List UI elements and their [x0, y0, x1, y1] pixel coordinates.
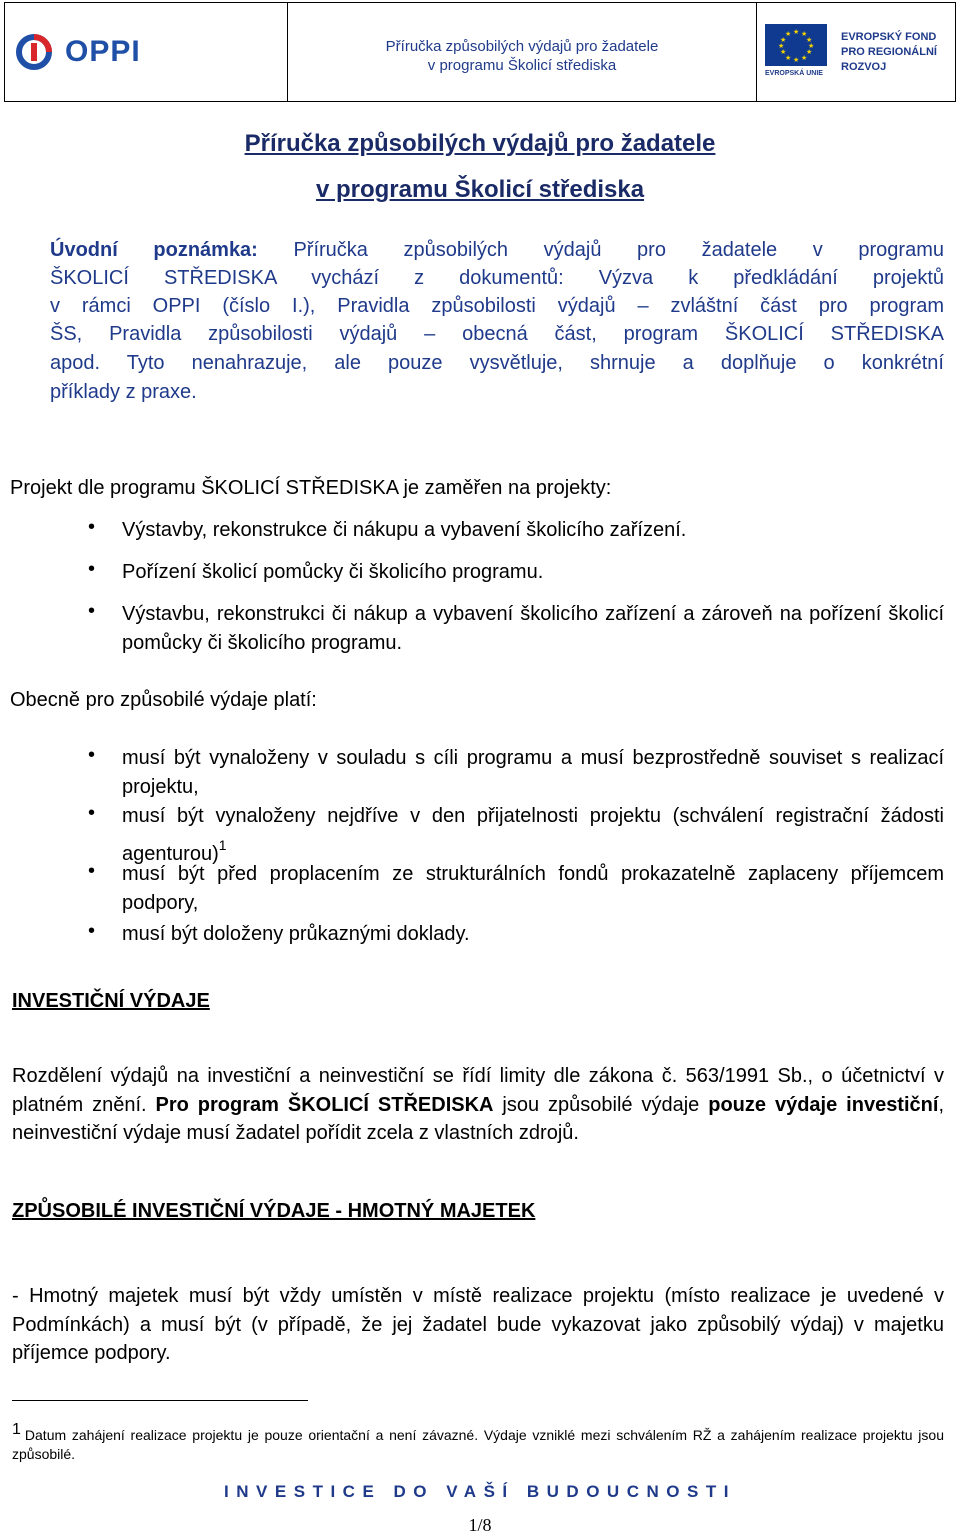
- intro-line3: v rámci OPPI (číslo I.), Pravidla způsobilosti výdajů – zvláštní část pro program: [50, 295, 944, 317]
- project-item-2: Pořízení školicí pomůcky či školicího programu.: [122, 561, 544, 583]
- project-item-3: Výstavbu, rekonstrukci či nákup a vybavení školicího zařízení a zároveň na pořízení školicí pomůcky či školicího programu.: [122, 603, 944, 654]
- header-title-line1: Příručka způsobilých výdajů pro žadatele: [385, 38, 659, 55]
- eu-logo: [765, 24, 827, 84]
- investment-heading: INVESTIČNÍ VÝDAJE: [12, 990, 210, 1012]
- bullet-icon: •: [88, 860, 96, 882]
- fund-line3: ROZVOJ: [841, 60, 887, 73]
- fund-line2: PRO REGIONÁLNÍ: [841, 45, 937, 58]
- eu-label: EVROPSKÁ UNIE: [765, 70, 823, 77]
- footnote-text: Datum zahájení realizace projektu je pouze orientační a není závazné. Výdaje vzniklé mezi schválením RŽ a zahájením realizace projektu jsou způsobilé.: [12, 1427, 944, 1462]
- project-lead: Projekt dle programu ŠKOLICÍ STŘEDISKA je zaměřen na projekty:: [10, 477, 612, 499]
- investment-text-1: Rozdělení výdajů na investiční a neinvestiční se řídí limity dle zákona č. 563/1991 Sb., o účetnictví v platném znění.: [12, 1065, 944, 1116]
- project-item-1: Výstavby, rekonstrukce či nákupu a vybavení školicího zařízení.: [122, 519, 687, 541]
- intro-line5: apod. Tyto nenahrazuje, ale pouze vysvětluje, shrnuje a doplňuje o konkrétní: [50, 352, 944, 374]
- bullet-icon: •: [88, 920, 96, 942]
- intro-line1-text: Příručka způsobilých výdajů pro žadatele v programu: [257, 239, 944, 261]
- general-item-3: musí být před proplacením ze strukturálních fondů prokazatelně zaplaceny příjemcem podpory,: [122, 863, 944, 914]
- general-item-4: musí být doloženy průkaznými doklady.: [122, 923, 470, 945]
- general-item-2-text: musí být vynaloženy nejdříve v den přijatelnosti projektu (schválení registrační žádosti agenturou): [122, 805, 944, 865]
- header-logo-cell: [5, 3, 288, 101]
- bullet-icon: •: [88, 744, 96, 766]
- footnote-ref[interactable]: 1: [218, 837, 227, 853]
- tangible-paragraph: - Hmotný majetek musí být vždy umístěn v místě realizace projektu (místo realizace je uvedené v Podmínkách) a musí být (v případě, že jej žadatel bude vykazovat jako způsobilý výdaj) v majetku příjemce podpory.: [12, 1285, 944, 1364]
- footnote-separator: [12, 1400, 308, 1401]
- eu-flag-icon: ★ ★ ★ ★ ★ ★ ★ ★ ★ ★ ★ ★: [765, 24, 827, 66]
- bullet-icon: •: [88, 558, 96, 580]
- page-header: [4, 2, 956, 102]
- intro-line1: [50, 236, 944, 265]
- header-title-line2: v programu Školicí střediska: [427, 57, 617, 74]
- page-number: 1/8: [468, 1515, 492, 1535]
- tangible-heading: ZPŮSOBILÉ INVESTIČNÍ VÝDAJE - HMOTNÝ MAJETEK: [12, 1200, 536, 1222]
- document-title-line2: v programu Školicí střediska: [315, 176, 645, 203]
- general-item-1: musí být vynaloženy v souladu s cíli programu a musí bezprostředně souviset s realizací projektu,: [122, 747, 944, 798]
- document-title-line1: Příručka způsobilých výdajů pro žadatele: [244, 130, 716, 157]
- intro-line2: ŠKOLICÍ STŘEDISKA vychází z dokumentů: Výzva k předkládání projektů: [50, 267, 944, 289]
- oppi-logo-text: OPPI: [65, 35, 141, 68]
- investment-paragraph: [12, 1062, 944, 1148]
- bullet-icon: •: [88, 802, 96, 824]
- intro-line4: ŠS, Pravidla způsobilosti výdajů – obecná část, program ŠKOLICÍ STŘEDISKA: [50, 323, 944, 345]
- oppi-logo: [15, 33, 141, 71]
- bullet-icon: •: [88, 516, 96, 538]
- header-eu-cell: [757, 3, 955, 101]
- footer-slogan: INVESTICE DO VAŠÍ BUDOUCNOSTI: [224, 1482, 736, 1501]
- footnote-number: 1: [12, 1421, 21, 1438]
- investment-bold-2: pouze výdaje investiční: [708, 1093, 939, 1116]
- investment-text-2: jsou způsobilé výdaje: [493, 1093, 709, 1116]
- bullet-icon: •: [88, 600, 96, 622]
- investment-text-3: , neinvestiční výdaje musí žadatel pořídit zcela z vlastních zdrojů.: [12, 1093, 944, 1144]
- header-title-cell: [288, 3, 757, 101]
- general-item-2: [122, 802, 944, 869]
- oppi-emblem-icon: [15, 33, 53, 71]
- investment-bold-1: Pro program ŠKOLICÍ STŘEDISKA: [155, 1093, 494, 1116]
- intro-label: Úvodní poznámka:: [50, 239, 258, 261]
- general-lead: Obecně pro způsobilé výdaje platí:: [10, 689, 317, 711]
- footnote: [12, 1420, 944, 1464]
- erdf-logo-text: [841, 30, 937, 75]
- intro-line6: příklady z praxe.: [50, 381, 197, 403]
- fund-line1: EVROPSKÝ FOND: [841, 30, 937, 43]
